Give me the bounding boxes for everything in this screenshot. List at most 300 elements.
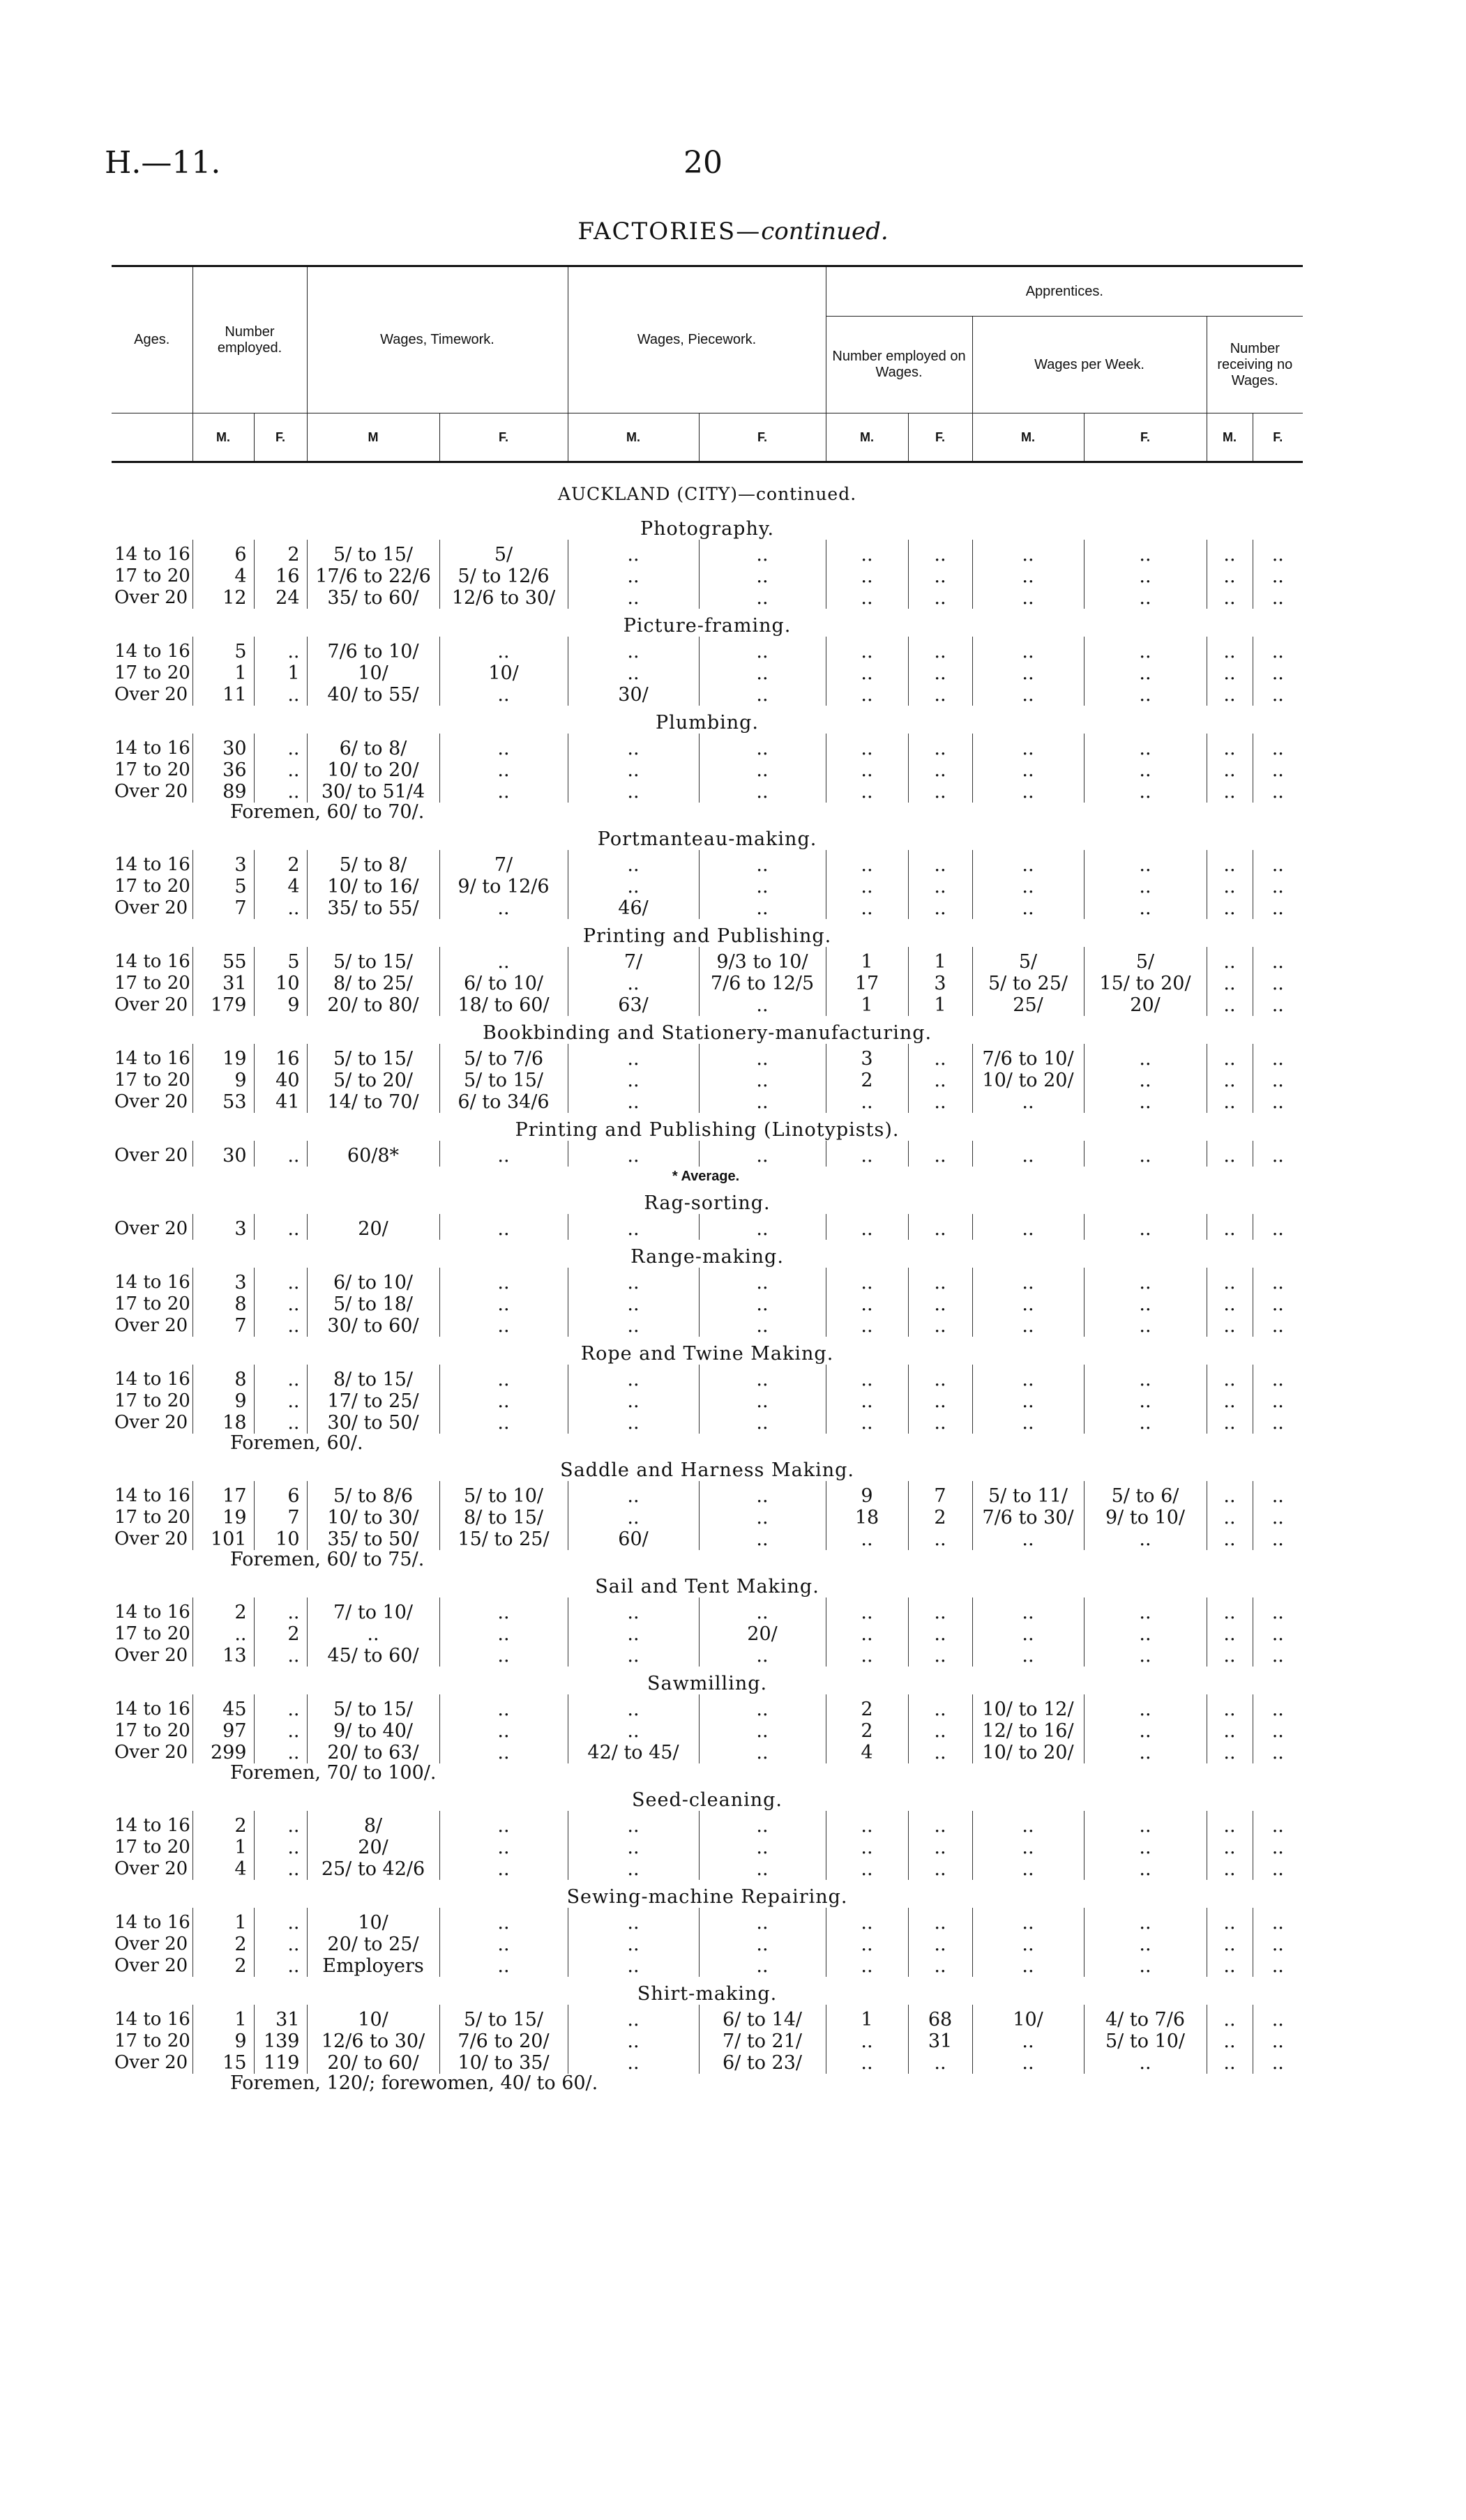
table-cell: 7 [192,1315,254,1337]
trade-heading: Printing and Publishing. [582,925,832,947]
table-cell: .. [1207,1528,1253,1550]
table-cell: 2 [254,1623,307,1645]
table-cell: .. [568,1044,699,1070]
table-cell: 3 [192,1214,254,1240]
table-cell: .. [1084,587,1207,609]
table-cell: 7/6 to 30/ [972,1507,1084,1528]
table-cell: .. [1253,637,1303,662]
table-cell: .. [699,1315,826,1337]
table-row [112,1720,1303,1742]
table-cell: .. [972,1811,1084,1837]
table-cell: Over 20 [114,1858,188,1879]
table-cell: 10/ to 12/ [972,1694,1084,1720]
table-cell: .. [908,1315,972,1337]
table-cell: 10/ to 20/ [972,1070,1084,1091]
table-cell: 10/ to 16/ [307,876,439,897]
table-cell: .. [699,1091,826,1113]
table-cell: .. [826,1528,908,1550]
table-cell: .. [972,540,1084,566]
foremen-note: Foremen, 60/. [230,1432,363,1454]
col-wages-timework: Wages, Timework. [307,266,568,413]
table-cell: .. [568,1645,699,1667]
table-cell: 1 [826,2005,908,2031]
table-cell: .. [699,1268,826,1293]
table-cell: .. [1207,1070,1253,1091]
table-body [112,462,1303,2094]
table-cell: .. [972,1412,1084,1434]
table-cell: .. [1084,1720,1207,1742]
table-cell: 9/ to 10/ [1084,1507,1207,1528]
table-cell: .. [972,2052,1084,2074]
table-row [112,1091,1303,1113]
table-cell: 30/ to 60/ [307,1315,439,1337]
table-cell: .. [908,781,972,803]
table-cell: .. [699,1742,826,1763]
table-cell: .. [699,1481,826,1507]
table-cell: .. [254,759,307,781]
table-cell: .. [568,1694,699,1720]
table-cell: .. [439,1837,568,1858]
table-cell: 12/6 to 30/ [307,2031,439,2052]
table-cell: .. [192,1623,254,1645]
col-sub-m: M [307,413,439,462]
table-cell: 5/ to 10/ [439,1481,568,1507]
trade-heading: Bookbinding and Stationery-manufacturing. [482,1022,932,1044]
table-cell: 41 [254,1091,307,1113]
table-cell: .. [1084,1214,1207,1240]
table-cell: .. [568,850,699,876]
table-cell: .. [908,1214,972,1240]
table-cell: 3 [826,1044,908,1070]
table-cell: .. [1253,1908,1303,1934]
col-sub-f: F. [254,413,307,462]
table-cell: .. [254,734,307,759]
col-sub-f: F. [439,413,568,462]
table-cell: 2 [192,1811,254,1837]
table-cell: .. [908,1044,972,1070]
table-cell: .. [254,1645,307,1667]
table-cell: 139 [254,2031,307,2052]
table-cell: .. [568,1481,699,1507]
table-cell: .. [1253,1091,1303,1113]
table-cell: .. [1253,897,1303,919]
table-cell: .. [1253,1811,1303,1837]
table-cell: .. [568,1858,699,1880]
table-cell: 17 to 20 [114,2031,190,2051]
table-cell: .. [254,684,307,706]
table-cell: .. [908,850,972,876]
table-cell: .. [699,540,826,566]
table-cell: .. [439,1597,568,1623]
table-cell: .. [699,587,826,609]
table-cell: 5/ to 15/ [439,1070,568,1091]
table-cell: .. [699,1645,826,1667]
table-cell: .. [699,1070,826,1091]
table-cell: .. [1253,1293,1303,1315]
table-cell: 53 [192,1091,254,1113]
table-cell: .. [1084,1623,1207,1645]
table-cell: .. [254,1365,307,1390]
table-cell: .. [1207,1141,1253,1167]
table-cell: 35/ to 60/ [307,587,439,609]
table-cell: .. [1084,734,1207,759]
table-cell: .. [254,1742,307,1763]
table-cell: .. [826,734,908,759]
table-cell: .. [826,1412,908,1434]
table-cell: 8/ to 15/ [307,1365,439,1390]
table-row [112,1214,1303,1240]
table-cell: 5/ to 15/ [307,540,439,566]
table-row [112,540,1303,566]
table-cell: .. [908,1597,972,1623]
table-cell: 14 to 16 [114,1048,190,1069]
table-cell: 5/ to 7/6 [439,1044,568,1070]
table-cell: .. [254,1214,307,1240]
table-row [112,1268,1303,1293]
table-cell: .. [972,1268,1084,1293]
table-cell: .. [1084,637,1207,662]
table-cell: .. [908,1955,972,1977]
table-cell: .. [568,1597,699,1623]
table-cell: .. [1253,684,1303,706]
table-cell: 3 [908,973,972,994]
table-cell: 55 [192,947,254,973]
table-row [112,897,1303,919]
trade-heading: Sewing-machine Repairing. [566,1886,848,1908]
table-cell: .. [254,1955,307,1977]
table-cell: .. [699,1412,826,1434]
table-cell: .. [568,566,699,587]
table-cell: .. [699,1858,826,1880]
table-cell: .. [1253,1268,1303,1293]
table-cell: .. [439,1720,568,1742]
table-cell: 18/ to 60/ [439,994,568,1016]
table-cell: .. [439,1268,568,1293]
table-cell: .. [972,1955,1084,1977]
table-cell: 12/6 to 30/ [439,587,568,609]
table-cell: .. [254,897,307,919]
table-cell: .. [1253,1070,1303,1091]
table-cell: 63/ [568,994,699,1016]
table-cell: 11 [192,684,254,706]
table-cell: .. [908,1858,972,1880]
table-cell: .. [568,1720,699,1742]
table-cell: 5/ to 25/ [972,973,1084,994]
table-cell: .. [908,566,972,587]
table-cell: .. [908,1293,972,1315]
table-cell: .. [1253,2052,1303,2074]
table-cell: .. [699,1293,826,1315]
table-cell: .. [972,684,1084,706]
col-app-wages: Wages per Week. [972,317,1207,413]
table-cell: .. [1084,1412,1207,1434]
table-cell: .. [1207,973,1253,994]
table-cell: 19 [192,1044,254,1070]
table-cell: .. [699,897,826,919]
table-cell: 7/6 to 10/ [972,1044,1084,1070]
trade-heading: Sail and Tent Making. [595,1576,819,1597]
table-cell: .. [826,1214,908,1240]
col-sub-f: F. [699,413,826,462]
table-cell: .. [1207,566,1253,587]
table-cell: .. [568,540,699,566]
table-cell: .. [1253,1955,1303,1977]
table-cell: Over 20 [114,2052,188,2073]
table-cell: .. [568,662,699,684]
table-cell: 60/8* [307,1141,439,1167]
table-cell: .. [1253,1858,1303,1880]
table-cell: .. [254,1934,307,1955]
table-cell: .. [568,1293,699,1315]
table-row [112,684,1303,706]
table-cell: .. [568,587,699,609]
table-cell: 6/ to 14/ [699,2005,826,2031]
table-cell: .. [1253,1694,1303,1720]
table-cell: 17/6 to 22/6 [307,566,439,587]
table-cell: .. [972,1141,1084,1167]
table-cell: .. [908,637,972,662]
table-cell: Over 20 [114,1528,188,1549]
table-cell: .. [1207,734,1253,759]
table-cell: .. [1207,2005,1253,2031]
table-cell: 17 to 20 [114,1293,190,1314]
table-cell: .. [1207,1858,1253,1880]
foremen-note: Foremen, 60/ to 75/. [230,1549,425,1570]
table-cell: .. [826,1623,908,1645]
table-cell: .. [568,2031,699,2052]
table-cell: .. [439,947,568,973]
table-cell: 119 [254,2052,307,2074]
table-cell: 17 to 20 [114,566,190,586]
table-cell: 2 [826,1070,908,1091]
table-cell: .. [699,566,826,587]
table-cell: .. [439,1214,568,1240]
table-cell: Over 20 [114,1412,188,1433]
col-app-no-wages: Number receiving no Wages. [1207,317,1303,413]
table-cell: .. [972,734,1084,759]
table-cell: 14 to 16 [114,1699,190,1720]
table-cell: .. [972,759,1084,781]
table-cell: 40 [254,1070,307,1091]
table-cell: 17 [826,973,908,994]
table-cell: .. [1084,1908,1207,1934]
table-cell: .. [1207,1390,1253,1412]
table-cell: .. [439,1412,568,1434]
table-cell: 6 [254,1481,307,1507]
table-cell: .. [908,734,972,759]
table-cell: 8/ to 15/ [439,1507,568,1528]
col-app-employed: Number employed on Wages. [826,317,972,413]
table-cell: 2 [192,1955,254,1977]
table-cell: .. [1253,1481,1303,1507]
table-cell: .. [439,1742,568,1763]
table-cell: .. [826,850,908,876]
table-cell: .. [1207,662,1253,684]
table-cell: .. [568,1315,699,1337]
table-cell: .. [972,1837,1084,1858]
table-cell: .. [1207,1214,1253,1240]
table-cell: .. [439,759,568,781]
table-cell: .. [439,1955,568,1977]
table-cell: .. [1084,1645,1207,1667]
table-cell: .. [439,1390,568,1412]
table-cell: 6/ to 34/6 [439,1091,568,1113]
table-cell: 42/ to 45/ [568,1742,699,1763]
table-cell: .. [1253,1044,1303,1070]
table-cell: .. [826,1268,908,1293]
table-cell: 5/ to 10/ [1084,2031,1207,2052]
wages-table [112,265,1303,2093]
table-cell: .. [699,994,826,1016]
table-cell: .. [1207,897,1253,919]
table-cell: .. [568,637,699,662]
footnote: * Average. [672,1169,740,1184]
table-cell: 7/6 to 10/ [307,637,439,662]
table-cell: .. [1253,1837,1303,1858]
table-cell: .. [1253,1597,1303,1623]
table-cell: .. [254,1141,307,1167]
table-cell: .. [568,1390,699,1412]
table-cell: .. [908,1412,972,1434]
trade-heading: Shirt-making. [637,1983,778,2005]
table-row [112,1507,1303,1528]
table-cell: 30 [192,734,254,759]
table-cell: 7 [192,897,254,919]
table-cell: 6/ to 10/ [307,1268,439,1293]
table-cell: 5/ to 11/ [972,1481,1084,1507]
table-cell: .. [1207,637,1253,662]
table-cell: .. [568,734,699,759]
table-cell: .. [307,1623,439,1645]
table-cell: .. [1084,1837,1207,1858]
table-cell: .. [908,1365,972,1390]
table-cell: .. [1253,1528,1303,1550]
table-cell: .. [439,1858,568,1880]
table-row [112,1597,1303,1623]
table-cell: 10/ to 35/ [439,2052,568,2074]
table-cell: .. [826,1597,908,1623]
table-row [112,1293,1303,1315]
table-cell: .. [826,1645,908,1667]
region-heading: AUCKLAND (CITY)—continued. [557,484,857,504]
table-cell: 60/ [568,1528,699,1550]
table-cell: .. [699,662,826,684]
table-cell: .. [1253,994,1303,1016]
table-row [112,1044,1303,1070]
table-cell: 25/ to 42/6 [307,1858,439,1880]
table-cell: .. [568,2052,699,2074]
table-cell: 20/ to 60/ [307,2052,439,2074]
table-cell: 7 [254,1507,307,1528]
table-cell: .. [908,1908,972,1934]
table-cell: 25/ [972,994,1084,1016]
table-cell: 4 [192,1858,254,1880]
col-sub-m: M. [972,413,1084,462]
table-cell: .. [1084,1955,1207,1977]
table-cell: 17 to 20 [114,1070,190,1091]
table-cell: .. [254,1293,307,1315]
table-cell: Over 20 [114,1091,188,1112]
table-cell: .. [972,1597,1084,1623]
table-row [112,1934,1303,1955]
table-cell: Over 20 [114,897,188,918]
table-cell: .. [254,1597,307,1623]
table-cell: 4/ to 7/6 [1084,2005,1207,2031]
table-cell: .. [908,1694,972,1720]
table-cell: .. [826,1811,908,1837]
table-cell: 5/ to 15/ [307,1044,439,1070]
table-cell: 10 [254,973,307,994]
table-cell: .. [1253,1412,1303,1434]
table-cell: .. [699,734,826,759]
table-cell: 30/ to 50/ [307,1412,439,1434]
table-cell: .. [1253,973,1303,994]
trade-heading: Seed-cleaning. [632,1789,783,1811]
table-cell: .. [972,1858,1084,1880]
table-cell: .. [908,1837,972,1858]
table-cell: .. [1253,1315,1303,1337]
table-cell: .. [439,1365,568,1390]
table-cell: 9/ to 40/ [307,1720,439,1742]
table-cell: 14 to 16 [114,1815,190,1836]
table-cell: 30/ to 51/4 [307,781,439,803]
table-cell: .. [826,897,908,919]
table-cell: 17 to 20 [114,1507,190,1528]
table-cell: .. [1207,994,1253,1016]
table-row [112,587,1303,609]
table-cell: .. [972,1623,1084,1645]
table-cell: .. [908,1934,972,1955]
table-row [112,662,1303,684]
table-cell: .. [972,876,1084,897]
table-cell: .. [1207,540,1253,566]
table-cell: 3 [192,850,254,876]
table-cell: .. [1253,2005,1303,2031]
table-row [112,994,1303,1016]
table-row [112,1858,1303,1880]
table-cell: 1 [908,947,972,973]
table-cell: .. [1207,1908,1253,1934]
table-cell: .. [568,2005,699,2031]
table-cell: .. [699,1908,826,1934]
table-cell: .. [568,1623,699,1645]
table-cell: .. [1253,662,1303,684]
table-cell: 1 [192,1837,254,1858]
table-cell: 5/ to 8/ [307,850,439,876]
table-row [112,1908,1303,1934]
table-cell: .. [1207,1694,1253,1720]
table-cell: 8/ [307,1811,439,1837]
table-cell: .. [826,1390,908,1412]
table-cell: 68 [908,2005,972,2031]
table-cell: 14 to 16 [114,854,190,875]
table-cell: 4 [254,876,307,897]
table-cell: 14 to 16 [114,1272,190,1293]
table-cell: 9/3 to 10/ [699,947,826,973]
table-row [112,1070,1303,1091]
table-cell: 14/ to 70/ [307,1091,439,1113]
table-cell: .. [254,1694,307,1720]
table-cell: 5/ to 20/ [307,1070,439,1091]
table-row [112,850,1303,876]
table-cell: 9 [254,994,307,1016]
table-cell: 9 [192,1390,254,1412]
table-cell: .. [1253,587,1303,609]
trade-heading: Picture-framing. [623,615,792,637]
table-cell: 14 to 16 [114,1369,190,1390]
table-cell: .. [826,1955,908,1977]
col-sub-m: M. [192,413,254,462]
